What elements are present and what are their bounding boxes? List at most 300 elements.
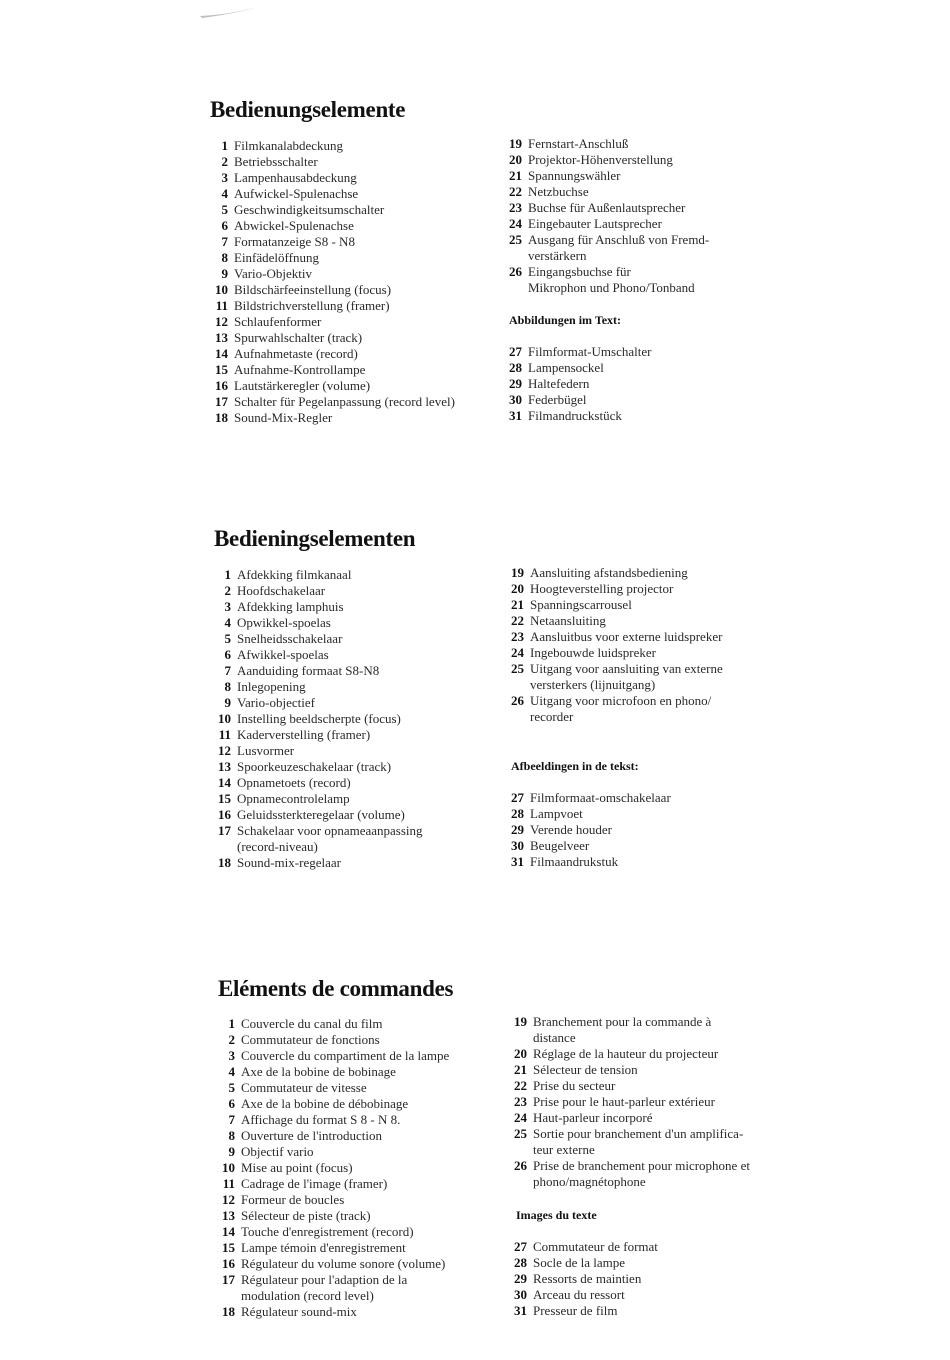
item-label: Lampvoet [530, 806, 583, 821]
item-number: 17 [218, 823, 231, 838]
item-label: Axe de la bobine de débobinage [241, 1096, 409, 1111]
item-label: Haut-parleur incorporé [533, 1110, 653, 1125]
item-label: Lautstärkeregler (volume) [234, 378, 371, 393]
list-item [213, 839, 423, 855]
list-item [506, 645, 723, 661]
list-item [509, 1271, 658, 1287]
item-label: Aansluitbus voor externe luidspreker [530, 629, 723, 644]
item-label: Opnametoets (record) [237, 775, 351, 790]
item-number: 31 [509, 408, 522, 423]
item-label: modulation (record level) [241, 1288, 374, 1303]
list-item [217, 1256, 449, 1272]
list-item [210, 378, 455, 394]
item-number: 20 [511, 581, 524, 596]
item-label: Schlaufenformer [234, 314, 322, 329]
list-item [213, 823, 423, 839]
list-item [217, 1112, 449, 1128]
item-number: 25 [509, 232, 522, 247]
list-item [509, 1030, 750, 1046]
list-item [504, 168, 709, 184]
list-item [210, 234, 455, 250]
item-label: Snelheidsschakelaar [237, 631, 343, 646]
item-number: 19 [509, 136, 522, 151]
item-number: 18 [215, 410, 228, 425]
item-number [509, 1030, 527, 1046]
item-label: Netaansluiting [530, 613, 606, 628]
item-number: 28 [514, 1255, 527, 1270]
list-item [217, 1144, 449, 1160]
item-label: Kaderverstelling (framer) [237, 727, 371, 742]
item-number: 21 [511, 597, 524, 612]
item-number: 9 [224, 695, 231, 710]
scan-artifact [198, 6, 260, 20]
item-label: Geschwindigkeitsumschalter [234, 202, 385, 217]
item-label: Eingebauter Lautsprecher [528, 216, 662, 231]
item-number: 18 [218, 855, 231, 870]
item-label: Sound-mix-regelaar [237, 855, 341, 870]
item-number: 12 [218, 743, 231, 758]
item-label: recorder [530, 709, 574, 724]
item-label: Couvercle du compartiment de la lampe [241, 1048, 450, 1063]
item-number: 22 [511, 613, 524, 628]
french-items-left [217, 1016, 449, 1320]
item-label: Vario-Objektiv [234, 266, 312, 281]
item-number: 6 [221, 218, 228, 233]
item-number: 18 [222, 1304, 235, 1319]
list-item [504, 280, 709, 296]
item-label: Touche d'enregistrement (record) [241, 1224, 414, 1239]
item-number: 1 [228, 1016, 235, 1031]
item-label: phono/magnétophone [533, 1174, 646, 1189]
item-number: 21 [514, 1062, 527, 1077]
item-label: Haltefedern [528, 376, 590, 391]
item-label: Inlegopening [237, 679, 306, 694]
item-label: Aansluiting afstandsbediening [530, 565, 688, 580]
list-item [504, 408, 651, 424]
item-label: Lampenhausabdeckung [234, 170, 357, 185]
item-label: Filmformat-Umschalter [528, 344, 652, 359]
list-item [213, 791, 423, 807]
section-title-dutch: Bedieningselementen [214, 526, 416, 551]
item-number: 13 [218, 759, 231, 774]
german-items-right [504, 136, 709, 296]
item-label: Hoogteverstelling projector [530, 581, 674, 596]
item-label: Vario-objectief [237, 695, 315, 710]
item-number: 27 [514, 1239, 527, 1254]
list-item [506, 581, 723, 597]
list-item [217, 1048, 449, 1064]
list-item [506, 854, 671, 870]
list-item [504, 376, 651, 392]
item-label: Prise de branchement pour microphone et [533, 1158, 750, 1173]
item-label: Filmaandrukstuk [530, 854, 619, 869]
list-item [210, 202, 455, 218]
item-number: 31 [511, 854, 524, 869]
list-item [210, 410, 455, 426]
list-item [509, 1126, 750, 1142]
item-number: 29 [514, 1271, 527, 1286]
item-number: 8 [221, 250, 228, 265]
item-label: Commutateur de format [533, 1239, 658, 1254]
item-label: Afwikkel-spoelas [237, 647, 329, 662]
item-label: Opnamecontrolelamp [237, 791, 350, 806]
german-images-heading: Abbildungen im Text: [509, 313, 622, 327]
list-item [210, 186, 455, 202]
list-item [509, 1303, 658, 1319]
list-item [506, 613, 723, 629]
item-label: Aufnahme-Kontrollampe [234, 362, 366, 377]
item-number: 5 [221, 202, 228, 217]
list-item [509, 1239, 658, 1255]
list-item [217, 1224, 449, 1240]
item-label: Commutateur de vitesse [241, 1080, 367, 1095]
list-item [210, 154, 455, 170]
item-label: Filmkanalabdeckung [234, 138, 344, 153]
item-label: Axe de la bobine de bobinage [241, 1064, 396, 1079]
item-number: 28 [511, 806, 524, 821]
item-number [213, 839, 231, 855]
item-number: 10 [215, 282, 228, 297]
list-item [217, 1096, 449, 1112]
item-number: 6 [228, 1096, 235, 1111]
item-number: 5 [228, 1080, 235, 1095]
list-item [504, 264, 709, 280]
item-label: Presseur de film [533, 1303, 618, 1318]
list-item [217, 1016, 449, 1032]
item-label: Abwickel-Spulenachse [234, 218, 354, 233]
item-number: 2 [224, 583, 231, 598]
item-number: 20 [514, 1046, 527, 1061]
list-item [217, 1176, 449, 1192]
item-number: 10 [218, 711, 231, 726]
item-number: 13 [222, 1208, 235, 1223]
list-item [506, 790, 671, 806]
item-number: 8 [224, 679, 231, 694]
item-number: 10 [222, 1160, 235, 1175]
item-label: Lampensockel [528, 360, 604, 375]
item-number: 5 [224, 631, 231, 646]
item-number: 6 [224, 647, 231, 662]
list-item [217, 1128, 449, 1144]
item-number: 26 [514, 1158, 527, 1173]
list-item [210, 298, 455, 314]
item-label: Aufwickel-Spulenachse [234, 186, 359, 201]
list-item [506, 822, 671, 838]
list-item [504, 136, 709, 152]
item-number: 4 [228, 1064, 235, 1079]
list-item [217, 1208, 449, 1224]
item-label: (record-niveau) [237, 839, 318, 854]
item-label: Sound-Mix-Regler [234, 410, 333, 425]
item-label: Schalter für Pegelanpassung (record level) [234, 394, 455, 409]
item-label: Spannungswähler [528, 168, 621, 183]
list-item [210, 362, 455, 378]
list-item [504, 200, 709, 216]
list-item [210, 170, 455, 186]
item-number: 16 [215, 378, 228, 393]
item-number: 3 [228, 1048, 235, 1063]
item-label: Instelling beeldscherpte (focus) [237, 711, 401, 726]
item-label: Federbügel [528, 392, 587, 407]
list-item [217, 1288, 449, 1304]
item-label: Objectif vario [241, 1144, 314, 1159]
item-label: Prise du secteur [533, 1078, 616, 1093]
list-item [210, 266, 455, 282]
item-number: 15 [222, 1240, 235, 1255]
item-label: Uitgang voor aansluiting van externe [530, 661, 723, 676]
list-item [506, 693, 723, 709]
list-item [509, 1046, 750, 1062]
item-number: 23 [509, 200, 522, 215]
item-number: 30 [511, 838, 524, 853]
item-label: Verende houder [530, 822, 612, 837]
item-label: versterkers (lijnuitgang) [530, 677, 656, 692]
item-label: Filmandruckstück [528, 408, 622, 423]
item-number: 24 [511, 645, 524, 660]
item-label: Betriebsschalter [234, 154, 318, 169]
item-number: 29 [509, 376, 522, 391]
item-label: Opwikkel-spoelas [237, 615, 331, 630]
dutch-image-items [506, 790, 671, 870]
item-label: Beugelveer [530, 838, 590, 853]
item-number: 19 [511, 565, 524, 580]
item-label: Sortie pour branchement d'un amplifica- [533, 1126, 744, 1141]
list-item [217, 1064, 449, 1080]
item-number [506, 709, 524, 725]
item-label: Ressorts de maintien [533, 1271, 642, 1286]
list-item [217, 1304, 449, 1320]
item-number: 23 [511, 629, 524, 644]
list-item [509, 1287, 658, 1303]
item-label: Mise au point (focus) [241, 1160, 353, 1175]
list-item [210, 394, 455, 410]
item-label: Bildschärfeeinstellung (focus) [234, 282, 392, 297]
list-item [506, 661, 723, 677]
item-label: Netzbuchse [528, 184, 589, 199]
list-item [213, 855, 423, 871]
item-number: 1 [221, 138, 228, 153]
list-item [506, 677, 723, 693]
list-item [213, 743, 423, 759]
item-label: Ingebouwde luidspreker [530, 645, 656, 660]
list-item [213, 663, 423, 679]
item-number: 22 [514, 1078, 527, 1093]
item-number: 26 [511, 693, 524, 708]
item-label: Lampe témoin d'enregistrement [241, 1240, 406, 1255]
section-title-french: Eléments de commandes [218, 976, 454, 1001]
item-label: Ausgang für Anschluß von Fremd- [528, 232, 710, 247]
item-label: Geluidssterkteregelaar (volume) [237, 807, 405, 822]
dutch-items-left [213, 567, 423, 871]
list-item [217, 1272, 449, 1288]
item-number: 23 [514, 1094, 527, 1109]
item-label: Hoofdschakelaar [237, 583, 326, 598]
french-image-items [509, 1239, 658, 1319]
item-number: 28 [509, 360, 522, 375]
item-label: Projektor-Höhenverstellung [528, 152, 673, 167]
list-item [509, 1094, 750, 1110]
item-number: 14 [215, 346, 228, 361]
item-number [509, 1174, 527, 1190]
item-number: 13 [215, 330, 228, 345]
item-label: Eingangsbuchse für [528, 264, 631, 279]
item-number: 11 [218, 727, 231, 742]
item-number: 2 [221, 154, 228, 169]
item-number: 1 [224, 567, 231, 582]
list-item [504, 344, 651, 360]
item-number: 30 [514, 1287, 527, 1302]
item-number: 3 [224, 599, 231, 614]
list-item [213, 567, 423, 583]
list-item [509, 1078, 750, 1094]
item-label: Commutateur de fonctions [241, 1032, 380, 1047]
list-item [509, 1142, 750, 1158]
list-item [504, 360, 651, 376]
list-item [217, 1032, 449, 1048]
item-label: Arceau du ressort [533, 1287, 625, 1302]
item-number: 24 [514, 1110, 527, 1125]
item-number: 16 [222, 1256, 235, 1271]
list-item [504, 232, 709, 248]
list-item [217, 1080, 449, 1096]
item-number: 14 [218, 775, 231, 790]
item-number: 26 [509, 264, 522, 279]
item-label: Spanningscarrousel [530, 597, 632, 612]
item-label: Schakelaar voor opnameaanpassing [237, 823, 423, 838]
list-item [213, 679, 423, 695]
item-number: 19 [514, 1014, 527, 1029]
item-number [509, 1142, 527, 1158]
list-item [509, 1062, 750, 1078]
list-item [504, 248, 709, 264]
item-number: 27 [509, 344, 522, 359]
list-item [506, 838, 671, 854]
list-item [210, 282, 455, 298]
list-item [509, 1110, 750, 1126]
item-number: 12 [215, 314, 228, 329]
item-number: 30 [509, 392, 522, 407]
item-number: 8 [228, 1128, 235, 1143]
item-number [217, 1288, 235, 1304]
item-number: 2 [228, 1032, 235, 1047]
item-label: verstärkern [528, 248, 587, 263]
list-item [213, 583, 423, 599]
item-number: 3 [221, 170, 228, 185]
list-item [506, 597, 723, 613]
item-number: 20 [509, 152, 522, 167]
item-number [504, 280, 522, 296]
item-label: Affichage du format S 8 - N 8. [241, 1112, 401, 1127]
item-number: 4 [224, 615, 231, 630]
item-label: distance [533, 1030, 576, 1045]
list-item [509, 1158, 750, 1174]
item-number: 16 [218, 807, 231, 822]
item-label: Aufnahmetaste (record) [234, 346, 358, 361]
item-number: 31 [514, 1303, 527, 1318]
list-item [217, 1160, 449, 1176]
list-item [213, 647, 423, 663]
list-item [506, 806, 671, 822]
item-number [506, 677, 524, 693]
list-item [217, 1192, 449, 1208]
item-label: Régulateur pour l'adaption de la [241, 1272, 408, 1287]
item-label: Buchse für Außenlautsprecher [528, 200, 686, 215]
french-items-right [509, 1014, 750, 1190]
item-label: Socle de la lampe [533, 1255, 626, 1270]
item-label: Fernstart-Anschluß [528, 136, 629, 151]
item-label: Einfädelöffnung [234, 250, 319, 265]
item-number: 4 [221, 186, 228, 201]
item-label: Lusvormer [237, 743, 295, 758]
french-images-heading: Images du texte [516, 1208, 597, 1222]
list-item [504, 216, 709, 232]
item-label: Filmformaat-omschakelaar [530, 790, 671, 805]
list-item [504, 184, 709, 200]
list-item [213, 695, 423, 711]
item-number: 24 [509, 216, 522, 231]
item-label: Spoorkeuzeschakelaar (track) [237, 759, 392, 774]
list-item [213, 615, 423, 631]
item-number: 15 [218, 791, 231, 806]
list-item [210, 314, 455, 330]
item-number: 9 [228, 1144, 235, 1159]
german-image-items [504, 344, 651, 424]
item-label: Cadrage de l'image (framer) [241, 1176, 388, 1191]
item-number: 11 [222, 1176, 235, 1191]
list-item [509, 1174, 750, 1190]
list-item [213, 711, 423, 727]
list-item [213, 807, 423, 823]
item-number: 9 [221, 266, 228, 281]
item-label: Couvercle du canal du film [241, 1016, 383, 1031]
item-number: 17 [222, 1272, 235, 1287]
item-number: 7 [221, 234, 228, 249]
list-item [504, 152, 709, 168]
list-item [210, 138, 455, 154]
list-item [210, 218, 455, 234]
list-item [213, 727, 423, 743]
list-item [213, 759, 423, 775]
item-label: Réglage de la hauteur du projecteur [533, 1046, 719, 1061]
list-item [509, 1255, 658, 1271]
dutch-items-right [506, 565, 723, 725]
item-label: Bildstrichverstellung (framer) [234, 298, 390, 313]
item-label: Sélecteur de piste (track) [241, 1208, 371, 1223]
item-number: 25 [511, 661, 524, 676]
item-number: 12 [222, 1192, 235, 1207]
list-item [213, 775, 423, 791]
item-number: 22 [509, 184, 522, 199]
list-item [509, 1014, 750, 1030]
item-label: Afdekking filmkanaal [237, 567, 352, 582]
list-item [504, 392, 651, 408]
list-item [210, 330, 455, 346]
item-label: Branchement pour la commande à [533, 1014, 712, 1029]
list-item [506, 709, 723, 725]
list-item [213, 599, 423, 615]
item-label: Sélecteur de tension [533, 1062, 638, 1077]
item-number: 14 [222, 1224, 235, 1239]
list-item [217, 1240, 449, 1256]
item-number: 7 [228, 1112, 235, 1127]
list-item [210, 346, 455, 362]
item-label: Régulateur du volume sonore (volume) [241, 1256, 446, 1271]
item-number: 29 [511, 822, 524, 837]
item-number: 17 [215, 394, 228, 409]
list-item [506, 565, 723, 581]
item-number: 15 [215, 362, 228, 377]
item-number [504, 248, 522, 264]
